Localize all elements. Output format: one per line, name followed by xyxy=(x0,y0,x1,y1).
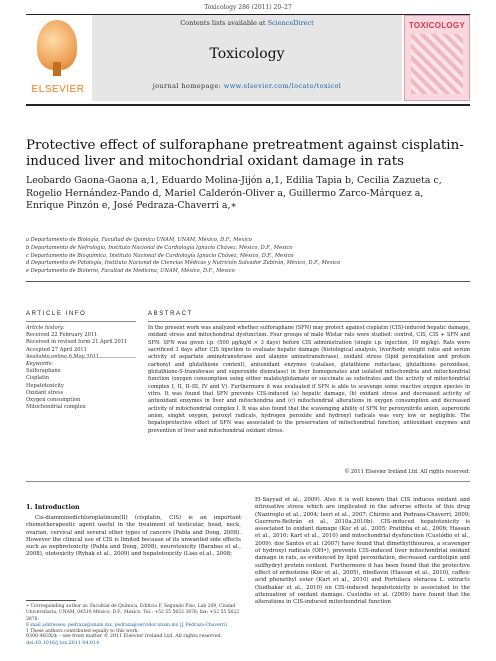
keyword: Oxygen consumption xyxy=(26,397,81,404)
journal-name: Toxicology xyxy=(209,46,285,62)
section-divider xyxy=(26,281,470,282)
author-line: Leobardo Gaona-Gaona a,1, Eduardo Molina-Jijón a,1, Edilia Tapia b, Cecilia Zazueta c, xyxy=(26,175,442,186)
keyword: Oxidant stress xyxy=(26,389,64,396)
contents-line xyxy=(92,19,402,27)
keyword: Sulforaphane xyxy=(26,368,61,375)
email-addresses[interactable]: E-mail addresses: pedraza@unam.mx, pedraza@servidor.unam.mx (J. Pedraza-Chaverri). xyxy=(26,622,229,628)
publication-identifiers xyxy=(26,634,241,647)
abstract-rule xyxy=(148,321,470,322)
article-info-heading: ARTICLE INFO xyxy=(26,311,87,317)
affiliation: e Departamento de Bioterio, Facultad de Medicina, UNAM, México, D.F., Mexico xyxy=(26,268,235,275)
keyword: Mitochondrial complex xyxy=(26,404,86,411)
history-label: Article history: xyxy=(26,325,65,331)
publisher-logo-text: ELSEVIER xyxy=(31,84,85,95)
keywords-label: Keywords: xyxy=(26,361,54,367)
abstract-bottom-rule xyxy=(26,481,470,482)
keywords-rule xyxy=(26,357,136,358)
affiliation-list xyxy=(26,237,470,276)
contents-prefix: Contents lists available at xyxy=(180,19,268,27)
abstract-heading: ABSTRACT xyxy=(148,311,193,317)
sciencedirect-link[interactable]: ScienceDirect xyxy=(267,19,314,27)
affiliation: b Departamento de Nefrología, Instituto Nacional de Cardiología Ignacio Chávez, México, D.F., Mexico xyxy=(26,244,293,251)
article-history xyxy=(26,325,136,361)
cover-artwork xyxy=(411,34,463,94)
equal-contribution-note: 1 These authors contributed equally to this work. xyxy=(26,629,139,635)
doi-link[interactable]: doi:10.1016/j.tox.2011.04.014 xyxy=(26,640,100,646)
body-column-right: El-Sayyad et al., 2009). Also it is well known that CIS induces oxidant and nitrosative stress which are implicated in the adverse effects of this drug (Naziroglu et al., 2004; Iseri et al., 2007; Chirino and Pedraza-Chaverri, 2009; Guerrero-Beltrán et al., 2010a,2010b). CIS-induced hepatotoxicity is associated to oxidant damage (Koc et al., 2005; Pratibha et al., 2006; Hassan et al., 2010; Kart et al., 2010) and mitochondrial dysfunction (Custódio et al., 2009). dos Santos et al. (2007) have found that dimethylthiourea, a scavenger of hydroxyl radicals (OH•), prevents CIS-induced liver mitochondrial oxidant damage in rats, as evidenced by lipid peroxidation, decreased cardiolipin and sulfhydryl protein content. Furthermore it has been found that the protective effect of erdosteine (Koc et al., 2005), riboflavin (Hassan et al., 2010), caffeic acid phenethyl ester (Kart et al., 2010) and Portulaca oleracea L. extracts (Sudhakar et al., 2010) on CIS-induced hepatotoxicity is associated to the attenuation of oxidant damage. Custódio et al. (2009) have found that the alterations in CIS-induced mitochondrial function xyxy=(255,497,470,606)
cover-title: TOXICOLOGY xyxy=(408,21,466,30)
copyright-line: © 2011 Elsevier Ireland Ltd. All rights reserved. xyxy=(344,469,470,475)
elsevier-tree-trunk xyxy=(53,62,61,76)
journal-homepage-line xyxy=(92,82,402,90)
journal-cover-thumbnail xyxy=(404,15,470,101)
footnotes xyxy=(26,604,241,635)
footnote-rule xyxy=(26,600,76,601)
homepage-link[interactable]: www.elsevier.com/locate/toxicol xyxy=(223,82,342,90)
corresponding-author-note: ∗ Corresponding author at: Facultad de Química, Edificio F, Segundo Piso, Lab 209, Ciudad Universitaria, UNAM, 04510 México, D.F., Mexico. Tel.: +52 55 5622 3878; fax: +52 55 5622 3878. xyxy=(26,604,240,622)
author-line: Enrique Pinzón e, José Pedraza-Chaverri a,∗ xyxy=(26,200,237,211)
abstract-text: In the present work was analyzed whether sulforaphane (SFN) may protect against cisplatin (CIS)-induced hepatic damage, oxidant stress and mitochondrial dysfunction. Four groups of male Wistar rats were studied: control, CIS, CIS + SFN and SFN. SFN was given i.p. (500 μg/kg/d × 3 days) before CIS administration (single i.p. injection, 10 mg/kg). Rats were sacrificed 3 days after CIS injection to evaluate hepatic damage (histological analysis, liver/body weight ratio and serum activity of aspartate aminotransferase and alanine aminotransferase), oxidant stress (lipid peroxidation and protein carbonyl and glutathione content), antioxidant enzymes (catalase, glutathione reductase, glutathione peroxidase, glutathione-S-transferase and superoxide dismutase) in liver homogenates and isolated mitochondria and mitochondrial function (oxygen consumption using either malate/glutamate or succinate as substrates and the activity of mitochondrial complex I, II, II–III, IV and V). Furthermore it was evaluated if SFN is able to scavenge some reactive oxygen species in vitro. It was found that SFN prevents CIS-induced (a) hepatic damage, (b) oxidant stress and decreased activity of antioxidant enzymes in liver and mitochondria and (c) mitochondrial alterations in oxygen consumption and decreased activity of mitochondrial complex I. It was also found that the scavenging ability of SFN for peroxynitrite anion, superoxide anion, singlet oxygen, peroxyl radicals, hydrogen peroxide and hydroxyl radicals was very low or negligible. The hepatoprotective effect of SFN was associated to the preservation of mitochondrial function, antioxidant enzymes and prevention of liver and mitochondrial oxidant stress. xyxy=(148,325,470,434)
article-info-rule xyxy=(26,321,136,322)
affiliation: c Departamento de Bioquímica, Instituto Nacional de Cardiología Ignacio Chávez, México, D.F., Mexico xyxy=(26,252,294,259)
body-column-left: Cis-diamminedichloroplatinum(II) (cisplatin, CIS) is an important chemotherapeutic agent useful in the treatment of testicular, head, neck, ovarian, cervical and several other types of cancers (Pabla and Dong, 2008). However the clinical use of CIS is limited because of its unwanted side effects such as nephrotoxicity (Pabla and Dong, 2008), neurotoxicity (Barabas et al., 2008), ototoxicity (Rybak et al., 2009) and hepatotoxicity (Liao et al., 2008; xyxy=(26,515,241,558)
issn-line: 0300-483X/$ – see front matter © 2011 Elsevier Ireland Ltd. All rights reserved. xyxy=(26,634,223,639)
history-item: Received 22 February 2011 xyxy=(26,332,98,339)
journal-reference: Toxicology 286 (2011) 20–27 xyxy=(204,4,292,11)
affiliation: a Departamento de Biología, Facultad de Química UNAM, UNAM, México, D.F., Mexico xyxy=(26,237,252,243)
author-list xyxy=(26,175,470,213)
author-line: Rogelio Hernández-Pando d, Mariel Calderón-Oliver a, Guillermo Zarco-Márquez a, xyxy=(26,187,424,199)
article-title: Protective effect of sulforaphane pretreatment against cisplatin-induced liver and mitochondrial oxidant damage in rats xyxy=(26,138,464,169)
introduction-heading: 1. Introduction xyxy=(26,504,80,511)
affiliation: d Departamento de Patología, Instituto Nacional de Ciencias Médicas y Nutrición Salvador Zubirán, México, D.F., Mexico xyxy=(26,260,341,267)
keywords-block xyxy=(26,361,136,411)
keyword: Cisplatin xyxy=(26,375,50,382)
history-item: Received in revised form 21 April 2011 xyxy=(26,339,128,346)
homepage-prefix: journal homepage: xyxy=(152,82,224,90)
header-bottom-rule xyxy=(26,104,470,106)
keyword: Hepatotoxicity xyxy=(26,382,64,389)
history-item: Accepted 27 April 2011 xyxy=(26,346,87,353)
